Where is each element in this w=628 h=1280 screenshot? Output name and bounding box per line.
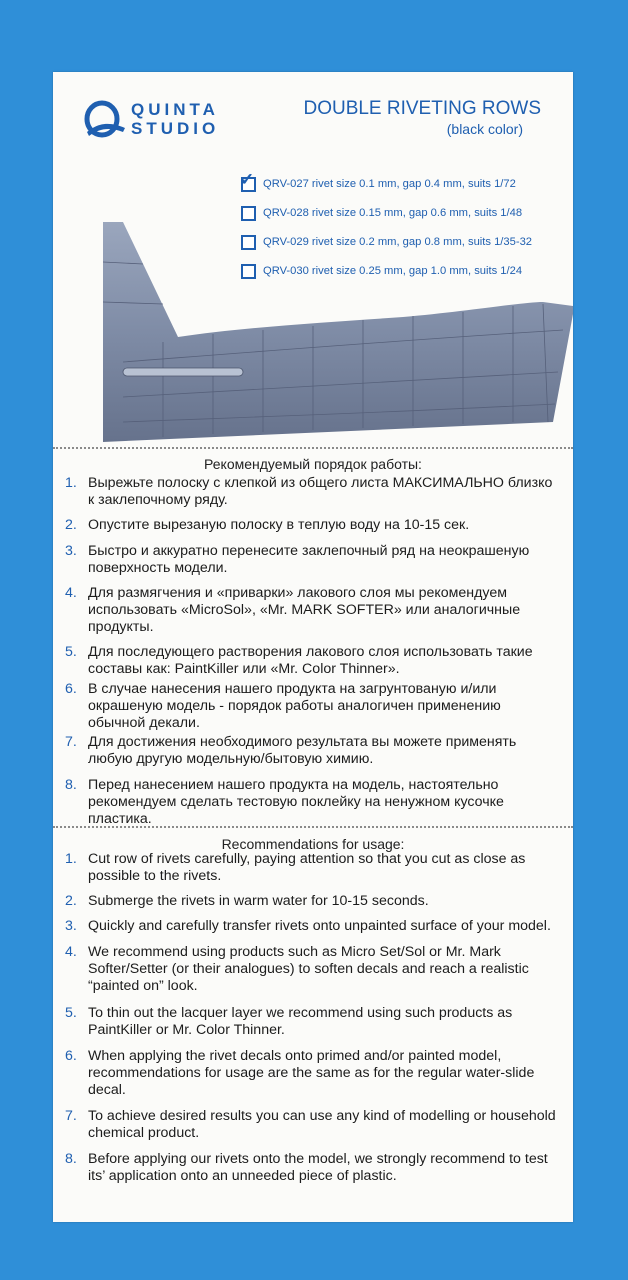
list-item: [63, 475, 561, 509]
step-text: To achieve desired results you can use any kind of modelling or household chemical product.: [88, 1108, 556, 1141]
step-number: 7.: [65, 1108, 77, 1124]
step-number: 2.: [65, 517, 77, 533]
step-text: Before applying our rivets onto the model, we strongly recommend to test its’ application onto an unneeded piece of plastic.: [88, 1151, 548, 1184]
list-item: [63, 734, 561, 768]
option-label: QRV-030 rivet size 0.25 mm, gap 1.0 mm, suits 1/24: [263, 265, 523, 277]
english-instructions-title: Recommendations for usage:: [221, 836, 405, 852]
step-text: Cut row of rivets carefully, paying attention so that you cut as close as possible to the rivets.: [88, 851, 526, 884]
quinta-q-logo-icon: [81, 96, 127, 142]
step-text: Вырежьте полоску с клепкой из общего листа МАКСИМАЛЬНО близко к заклепочному ряду.: [88, 475, 553, 508]
option-qrv-027[interactable]: [240, 170, 561, 205]
step-text: Для размягчения и «приварки» лакового слоя мы рекомендуем использовать «MicroSol», «Mr. MARK SOFTER» или аналогичные продукты.: [88, 585, 521, 635]
option-label: QRV-027 rivet size 0.1 mm, gap 0.4 mm, suits 1/72: [263, 178, 516, 190]
step-number: 7.: [65, 734, 77, 750]
product-title: DOUBLE RIVETING ROWS: [303, 98, 541, 119]
brand-logo: [81, 94, 231, 144]
list-item: [63, 777, 561, 828]
step-number: 4.: [65, 585, 77, 601]
product-subtitle: (black color): [446, 121, 523, 137]
step-text: Quickly and carefully transfer rivets onto unpainted surface of your model.: [88, 918, 551, 934]
list-item: [63, 1048, 561, 1099]
list-item: [63, 681, 561, 732]
step-number: 5.: [65, 644, 77, 660]
step-number: 6.: [65, 1048, 77, 1064]
checkbox-icon[interactable]: [241, 206, 256, 221]
list-item: [63, 893, 561, 910]
list-item: [63, 644, 561, 678]
checkbox-icon[interactable]: [240, 170, 256, 192]
step-number: 6.: [65, 681, 77, 697]
checkbox-icon[interactable]: [241, 235, 256, 250]
list-item: [63, 1108, 561, 1142]
step-text: We recommend using products such as Micro Set/Sol or Mr. Mark Softer/Setter (or their analogues) to soften decals and reach a realistic “painted on” look.: [88, 944, 529, 994]
step-text: Для последующего растворения лакового слоя использовать такие составы как: PaintKiller или «Mr. Color Thinner».: [88, 644, 533, 677]
option-qrv-030[interactable]: [241, 263, 561, 292]
list-item: [63, 585, 561, 636]
step-text: Submerge the rivets in warm water for 10-15 seconds.: [88, 893, 429, 909]
step-text: Опустите вырезаную полоску в теплую воду на 10-15 сек.: [88, 517, 470, 533]
instruction-card: [53, 72, 573, 1222]
product-options: [240, 170, 561, 292]
russian-instructions-title: Рекомендуемый порядок работы:: [204, 456, 422, 472]
list-item: [63, 1151, 561, 1185]
list-item: [63, 944, 561, 995]
step-number: 8.: [65, 1151, 77, 1167]
step-text: To thin out the lacquer layer we recommend using such products as PaintKiller or Mr. Color Thinner.: [88, 1005, 513, 1038]
step-text: Перед нанесением нашего продукта на модель, настоятельно рекомендуем сделать тестовую поклейку на ненужном кусочке пластика.: [88, 777, 504, 827]
checkmark-icon: ✓: [240, 170, 255, 189]
step-text: Быстро и аккуратно перенесите заклепочный ряд на неокрашеную поверхность модели.: [88, 543, 530, 576]
section-divider: [53, 447, 573, 449]
option-label: QRV-029 rivet size 0.2 mm, gap 0.8 mm, suits 1/35-32: [263, 236, 533, 248]
step-text: When applying the rivet decals onto primed and/or painted model, recommendations for usage are the same as for the regular water-slide decal.: [88, 1048, 535, 1098]
step-number: 1.: [65, 475, 77, 491]
step-number: 1.: [65, 851, 77, 867]
step-number: 8.: [65, 777, 77, 793]
step-text: В случае нанесения нашего продукта на загрунтованую и/или окрашеную модель - порядок работы аналогичен применению обычной декали.: [88, 681, 501, 731]
list-item: [63, 543, 561, 577]
step-number: 5.: [65, 1005, 77, 1021]
option-qrv-028[interactable]: [241, 205, 561, 234]
list-item: [63, 517, 561, 534]
brand-name-line2: STUDIO: [131, 119, 220, 138]
brand-name-line1: QUINTA: [131, 100, 219, 119]
step-number: 4.: [65, 944, 77, 960]
step-number: 3.: [65, 918, 77, 934]
option-qrv-029[interactable]: [241, 234, 561, 263]
list-item: [63, 1005, 561, 1039]
checkbox-icon[interactable]: [241, 264, 256, 279]
list-item: [63, 918, 561, 935]
step-number: 3.: [65, 543, 77, 559]
english-steps-list: [63, 851, 561, 1185]
option-label: QRV-028 rivet size 0.15 mm, gap 0.6 mm, suits 1/48: [263, 207, 523, 219]
step-text: Для достижения необходимого результата вы можете применять любую другую модельную/бытовую химию.: [88, 734, 517, 767]
russian-steps-list: [63, 475, 561, 828]
step-number: 2.: [65, 893, 77, 909]
list-item: [63, 851, 561, 885]
section-divider: [53, 826, 573, 828]
